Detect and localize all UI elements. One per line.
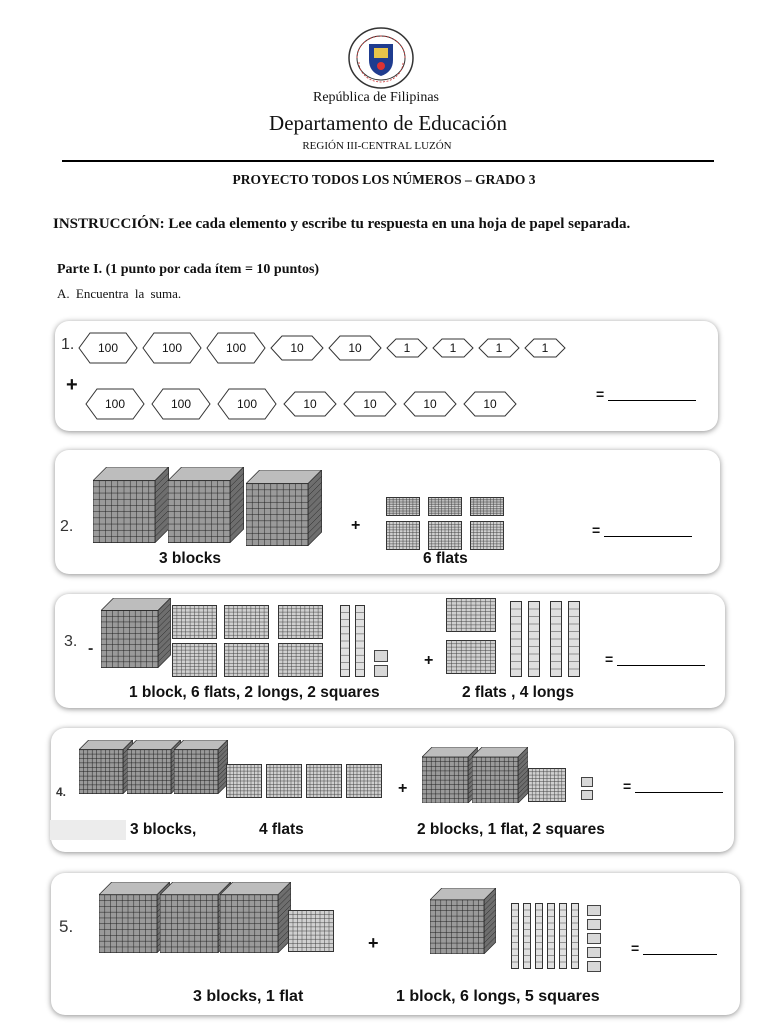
tile-value: 1 <box>495 341 503 355</box>
flat <box>446 598 496 632</box>
long <box>550 601 562 677</box>
place-value-tile <box>403 391 457 417</box>
base-ten-block <box>174 740 228 794</box>
item-3-number: 3. <box>64 633 78 650</box>
item-5-left-caption: 3 blocks, 1 flat <box>193 988 304 1005</box>
flat <box>386 497 420 516</box>
unit-square <box>374 649 388 661</box>
long <box>571 903 579 969</box>
tile-value: 10 <box>423 397 437 411</box>
long <box>528 601 540 677</box>
unit-square <box>587 959 601 970</box>
flat <box>446 640 496 674</box>
flat <box>470 497 504 516</box>
header-rule <box>62 160 714 162</box>
flat <box>306 764 342 798</box>
equals-sign: = <box>596 386 605 402</box>
plus-sign: + <box>351 517 361 534</box>
flat <box>386 521 420 550</box>
flat <box>266 764 302 798</box>
base-ten-block <box>220 882 291 953</box>
unit-square <box>581 787 593 797</box>
item-4-left-caption-b: 4 flats <box>259 821 304 838</box>
answer-blank[interactable] <box>605 651 705 667</box>
place-value-tile <box>463 391 517 417</box>
flat <box>428 497 462 516</box>
item-3-right-caption: 2 flats , 4 longs <box>462 684 574 701</box>
gray-blank-box <box>50 820 126 840</box>
unit-square <box>374 664 388 676</box>
place-value-tile <box>217 388 277 420</box>
flat <box>288 910 334 952</box>
region-line: REGIÓN III-CENTRAL LUZÓN <box>302 140 452 152</box>
equals-sign: = <box>605 651 614 667</box>
base-ten-block <box>422 747 478 803</box>
base-ten-block <box>79 740 133 794</box>
base-ten-block <box>93 467 169 543</box>
flat <box>224 605 269 639</box>
tile-value: 10 <box>290 341 304 355</box>
flat <box>172 605 217 639</box>
flat <box>528 768 566 802</box>
tile-value: 100 <box>225 341 247 355</box>
base-ten-block <box>127 740 181 794</box>
item-3-marker: - <box>88 640 94 657</box>
instruction-text: INSTRUCCIÓN: Lee cada elemento y escribe tu respuesta en una hoja de papel separada. <box>53 216 631 232</box>
tile-value: 10 <box>348 341 362 355</box>
answer-blank[interactable] <box>631 940 717 956</box>
place-value-tile <box>328 335 382 361</box>
unit-square <box>587 903 601 914</box>
long <box>523 903 531 969</box>
flat <box>346 764 382 798</box>
place-value-tile <box>343 391 397 417</box>
flat <box>226 764 262 798</box>
flat <box>278 605 323 639</box>
part-title: Parte I. (1 punto por cada ítem = 10 puntos) <box>57 262 320 277</box>
unit-square <box>587 945 601 956</box>
place-value-tile <box>478 338 520 358</box>
equals-sign: = <box>592 522 601 538</box>
place-value-tile <box>206 332 266 364</box>
unit-square <box>587 917 601 928</box>
tile-value: 100 <box>170 397 192 411</box>
long <box>355 605 365 677</box>
place-value-tile <box>85 388 145 420</box>
flat <box>278 643 323 677</box>
place-value-tile <box>386 338 428 358</box>
place-value-tile <box>524 338 566 358</box>
plus-sign: + <box>424 652 434 669</box>
tile-value: 10 <box>363 397 377 411</box>
long <box>559 903 567 969</box>
plus-sign: + <box>66 374 78 396</box>
flat <box>224 643 269 677</box>
republic-line: República de Filipinas <box>313 90 439 105</box>
item-1-number: 1. <box>61 336 75 353</box>
item-2-right-caption: 6 flats <box>423 550 468 567</box>
tile-value: 100 <box>161 341 183 355</box>
tile-value: 100 <box>236 397 258 411</box>
tile-value: 1 <box>449 341 457 355</box>
answer-blank[interactable] <box>592 522 692 538</box>
tile-value: 10 <box>483 397 497 411</box>
place-value-tile <box>78 332 138 364</box>
tile-value: 100 <box>97 341 119 355</box>
unit-square <box>587 931 601 942</box>
flat <box>172 643 217 677</box>
part-subtitle: A. Encuentra la suma. <box>57 286 182 301</box>
plus-sign: + <box>368 933 379 953</box>
base-ten-block <box>168 467 244 543</box>
long <box>510 601 522 677</box>
base-ten-block <box>430 888 496 954</box>
long <box>568 601 580 677</box>
tile-value: 1 <box>541 341 549 355</box>
deped-seal-logo <box>347 26 415 90</box>
place-value-tile <box>283 391 337 417</box>
place-value-tile <box>270 335 324 361</box>
flat <box>428 521 462 550</box>
place-value-tile <box>142 332 202 364</box>
department-title: Departamento de Educación <box>269 111 507 135</box>
tile-value: 10 <box>303 397 317 411</box>
project-title: PROYECTO TODOS LOS NÚMEROS – GRADO 3 <box>232 172 536 187</box>
answer-blank[interactable] <box>623 778 723 794</box>
unit-square <box>581 774 593 784</box>
plus-sign: + <box>398 780 408 797</box>
item-5-right-caption: 1 block, 6 longs, 5 squares <box>396 988 600 1005</box>
equals-sign: = <box>631 940 640 956</box>
item-4-left-caption-a: 3 blocks, <box>130 821 197 838</box>
long <box>511 903 519 969</box>
base-ten-block <box>246 470 322 546</box>
equals-sign: = <box>623 778 632 794</box>
base-ten-block <box>101 598 171 668</box>
item-5-number: 5. <box>59 917 74 936</box>
answer-blank[interactable] <box>596 386 696 402</box>
tile-value: 1 <box>403 341 411 355</box>
item-4-right-caption: 2 blocks, 1 flat, 2 squares <box>417 821 605 838</box>
long <box>340 605 350 677</box>
item-2-number: 2. <box>60 518 74 535</box>
long <box>547 903 555 969</box>
place-value-tile <box>151 388 211 420</box>
long <box>535 903 543 969</box>
place-value-tile <box>432 338 474 358</box>
flat <box>470 521 504 550</box>
base-ten-block <box>472 747 528 803</box>
item-4-number: 4. <box>56 785 67 799</box>
item-2-left-caption: 3 blocks <box>159 550 222 567</box>
tile-value: 100 <box>104 397 126 411</box>
item-3-left-caption: 1 block, 6 flats, 2 longs, 2 squares <box>129 684 380 701</box>
